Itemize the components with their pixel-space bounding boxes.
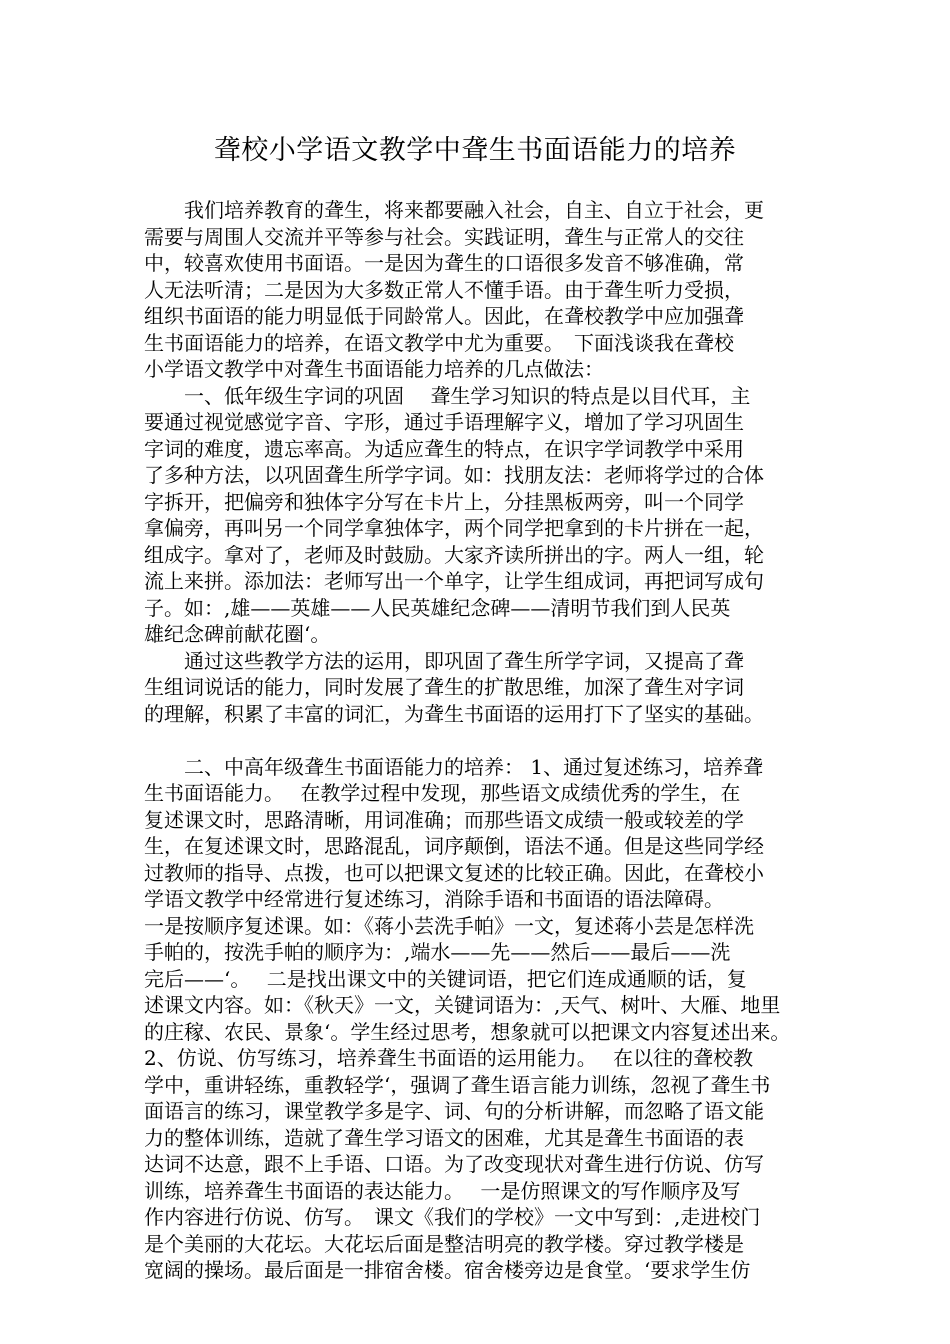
text-line: 是个美丽的大花坛。大花坛后面是整洁明亮的教学楼。穿过教学楼是: [144, 1231, 744, 1256]
paragraph-intro: [144, 197, 812, 383]
text-line: 的庄稼、农民、景象‘。学生经过思考，想象就可以把课文内容复述出来。: [144, 1019, 791, 1044]
text-line: 字词的难度，遗忘率高。为适应聋生的特点，在识字学词教学中采用: [144, 436, 744, 461]
paragraph-summary: [144, 648, 812, 728]
text-line: 完后——‘。 二是找出课文中的关键词语，把它们连成通顺的话，复: [144, 966, 747, 991]
text-line: 手帕的，按洗手帕的顺序为：,端水——先——然后——最后——洗: [144, 940, 731, 964]
text-line: 二、中高年级聋生书面语能力的培养： 1、通过复述练习，培养聋: [144, 754, 764, 779]
text-line: 力的整体训练，造就了聋生学习语文的困难，尤其是聋生书面语的表: [144, 1125, 744, 1150]
paragraph-section-two: [144, 754, 812, 1284]
text-line: 一、低年级生字词的巩固 聋生学习知识的特点是以目代耳，主: [144, 383, 751, 408]
text-line: 组织书面语的能力明显低于同龄常人。因此，在聋校教学中应加强聋: [144, 304, 744, 328]
text-line: 中，较喜欢使用书面语。一是因为聋生的口语很多发音不够准确，常: [144, 251, 744, 275]
text-line: 拿偏旁，再叫另一个同学拿独体字，两个同学把拿到的卡片拼在一起，: [144, 516, 764, 540]
text-line: 达词不达意，跟不上手语、口语。为了改变现状对聋生进行仿说、仿写: [144, 1152, 764, 1176]
text-line: 通过这些教学方法的运用，即巩固了聋生所学字词，又提高了聋: [144, 648, 744, 673]
text-line: 复述课文时，思路清晰，用词准确；而那些语文成绩一般或较差的学: [144, 807, 744, 832]
text-line: 一是按顺序复述课。如：《蒋小芸洗手帕》一文，复述蒋小芸是怎样洗: [144, 913, 754, 938]
text-line: 生，在复述课文时，思路混乱，词序颠倒，语法不通。但是这些同学经: [144, 834, 764, 858]
paragraph-section-one: [144, 383, 812, 648]
text-line: 作内容进行仿说、仿写。 课文《我们的学校》一文中写到：,走进校门: [144, 1205, 761, 1229]
document-title: 聋校小学语文教学中聋生书面语能力的培养: [213, 135, 737, 166]
text-line: 雄纪念碑前献花圈‘。: [144, 622, 331, 646]
text-line: 生组词说话的能力，同时发展了聋生的扩散思维，加深了聋生对字词: [144, 675, 744, 699]
text-line: 需要与周围人交流并平等参与社会。实践证明，聋生与正常人的交往: [144, 224, 744, 249]
text-line: 生书面语能力的培养，在语文教学中尤为重要。 下面浅谈我在聋校: [144, 330, 734, 355]
text-line: 训练，培养聋生书面语的表达能力。 一是仿照课文的写作顺序及写: [144, 1178, 741, 1203]
text-line: 我们培养教育的聋生，将来都要融入社会，自主、自立于社会，更: [144, 198, 764, 222]
text-line: 宽阔的操场。最后面是一排宿舍楼。宿舍楼旁边是食堂。‘要求学生仿: [144, 1258, 751, 1282]
text-line: 的理解，积累了丰富的词汇，为聋生书面语的运用打下了坚实的基础。: [144, 701, 764, 726]
text-line: 小学语文教学中对聋生书面语能力培养的几点做法：: [144, 357, 604, 381]
text-line: 学中，重讲轻练，重教轻学‘，强调了聋生语言能力训练，忽视了聋生书: [144, 1072, 771, 1097]
text-line: 要通过视觉感觉字音、字形，通过手语理解字义，增加了学习巩固生: [144, 410, 744, 434]
text-line: 了多种方法，以巩固聋生所学字词。如：找朋友法：老师将学过的合体: [144, 463, 764, 487]
text-line: 流上来拼。添加法：老师写出一个单字，让学生组成词，再把词写成句: [144, 569, 764, 593]
text-line: 人无法听清；二是因为大多数正常人不懂手语。由于聋生听力受损，: [144, 277, 744, 302]
text-line: 组成字。拿对了，老师及时鼓励。大家齐读所拼出的字。两人一组，轮: [144, 542, 764, 567]
text-line: 子。如：,雄——英雄——人民英雄纪念碑——清明节我们到人民英: [144, 595, 731, 620]
text-line: 述课文内容。如：《秋天》一文，关键词语为：,天气、树叶、大雁、地里: [144, 993, 781, 1017]
text-line: 字拆开，把偏旁和独体字分写在卡片上，分挂黑板两旁，叫一个同学: [144, 489, 744, 514]
text-line: 生书面语能力。 在教学过程中发现，那些语文成绩优秀的学生，在: [144, 781, 741, 805]
text-line: 2、仿说、仿写练习，培养聋生书面语的运用能力。 在以往的聋校教: [144, 1046, 754, 1070]
document-body: [144, 197, 812, 1284]
text-line: 过教师的指导、点拨，也可以把课文复述的比较正确。因此，在聋校小: [144, 860, 764, 885]
paragraph-spacer: [144, 727, 812, 754]
text-line: 学语文教学中经常进行复述练习，消除手语和书面语的语法障碍。: [144, 887, 724, 911]
text-line: 面语言的练习，课堂教学多是字、词、句的分析讲解，而忽略了语文能: [144, 1099, 764, 1123]
